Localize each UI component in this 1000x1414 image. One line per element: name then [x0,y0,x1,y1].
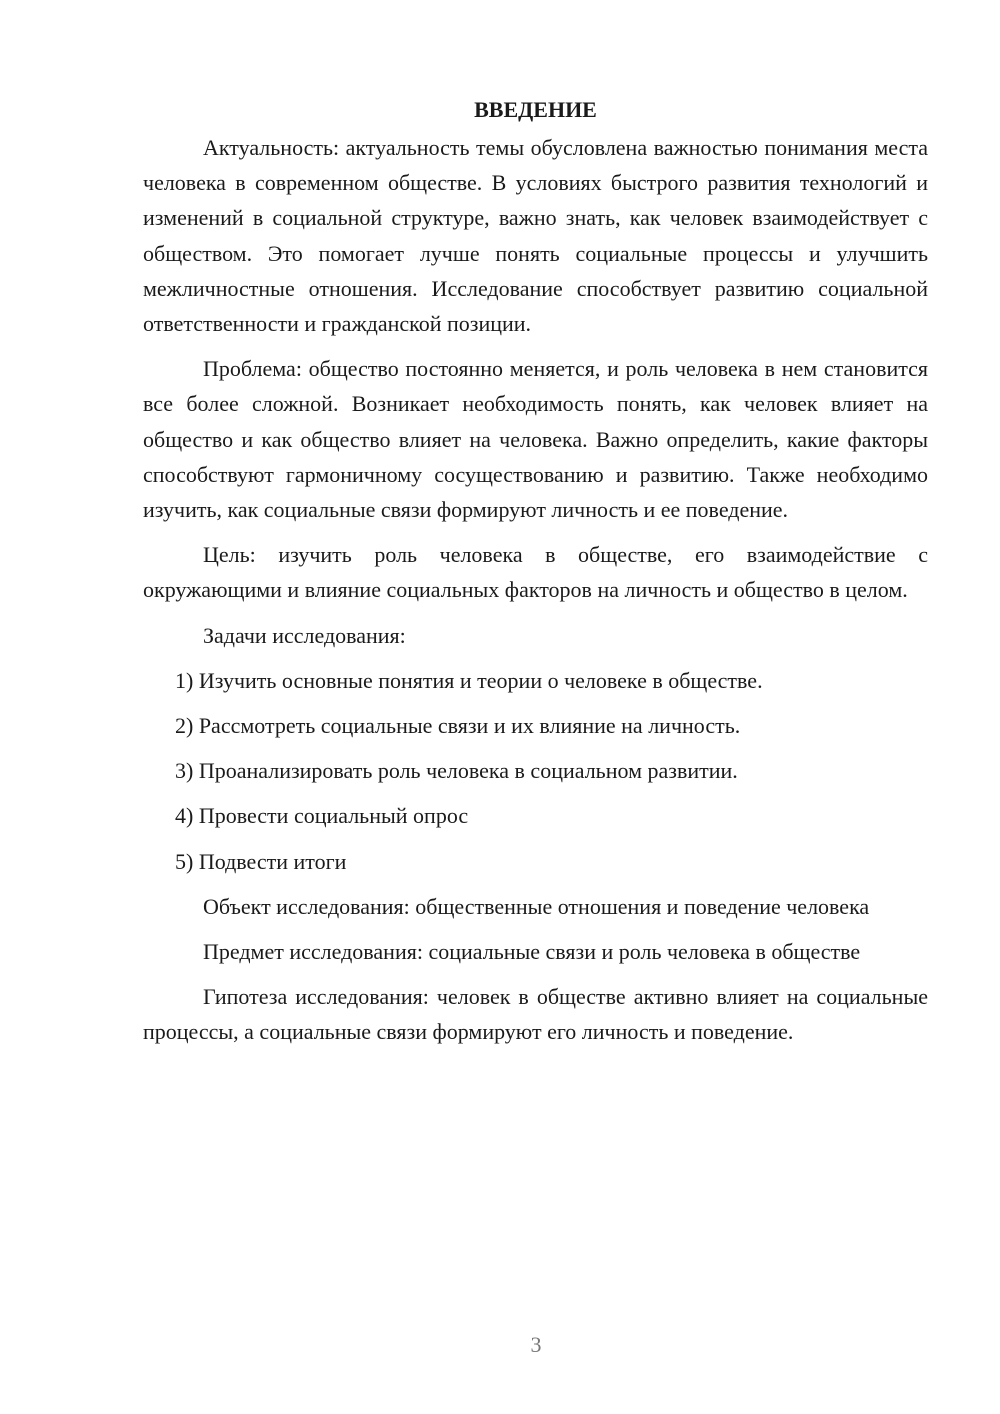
page-number: 3 [530,1332,542,1357]
goal-paragraph: Цель: изучить роль человека в обществе, его взаимодействие с окружающими и влияние социальных факторов на личность и общество в целом. [143,542,928,603]
relevance-paragraph: Актуальность: актуальность темы обусловлена важностью понимания места человека в современном обществе. В условиях быстрого развития технологий и изменений в социальной структуре, важно знать, как человек взаимодействует с обществом. Это помогает лучше понять социальные процессы и улучшить межличностные отношения. Исследование способствует развитию социальной ответственности и гражданской позиции. [143,135,928,337]
task-item: 5) Подвести итоги [175,848,347,874]
page-title: ВВЕДЕНИЕ [474,97,597,122]
tasks-heading: Задачи исследования: [203,622,406,648]
task-item: 2) Рассмотреть социальные связи и их влияние на личность. [175,713,741,739]
task-item: 1) Изучить основные понятия и теории о человеке в обществе. [175,667,763,693]
tasks-list [143,663,928,879]
object-paragraph: Объект исследования: общественные отношения и поведение человека [203,893,870,919]
hypothesis-paragraph: Гипотеза исследования: человек в обществе активно влияет на социальные процессы, а социальные связи формируют его личность и поведение. [143,984,928,1045]
task-item: 4) Провести социальный опрос [175,803,469,829]
problem-paragraph: Проблема: общество постоянно меняется, и роль человека в нем становится все более сложной. Возникает необходимость понять, как человек влияет на общество и как общество влияет на человека. Важно определить, какие факторы способствуют гармоничному сосуществованию и развитию. Также необходимо изучить, как социальные связи формируют личность и ее поведение. [143,356,928,523]
document-page [143,92,928,1060]
task-item: 3) Проанализировать роль человека в социальном развитии. [175,758,738,784]
subject-paragraph: Предмет исследования: социальные связи и роль человека в обществе [203,939,861,965]
